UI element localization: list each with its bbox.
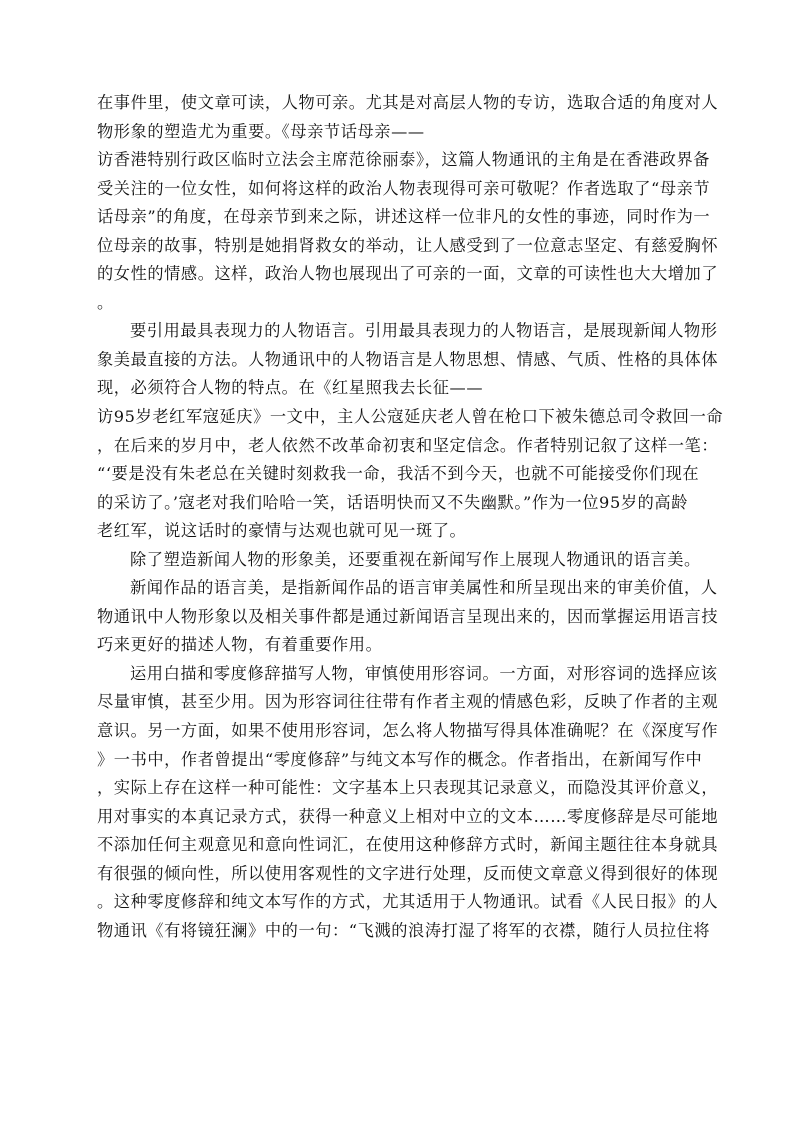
text-line: 物通讯中人物形象以及相关事件都是通过新闻语言呈现出来的，因而掌握运用语言技 <box>97 606 719 626</box>
text-line: “‘要是没有朱老总在关键时刻救我一命，我活不到今天，也就不可能接受你们现在 <box>97 464 700 484</box>
text-line: 用对事实的本真记录方式，获得一种意义上相对中立的文本……零度修辞是尽可能地 <box>97 806 719 826</box>
paragraph-first-line: 除了塑造新闻人物的形象美，还要重视在新闻写作上展现人物通讯的语言美。 <box>130 549 701 569</box>
text-line: 现，必须符合人物的特点。在《红星照我去长征—— <box>97 378 484 398</box>
body-text <box>97 89 724 945</box>
text-line: 位母亲的故事，特别是她捐肾救女的举动，让人感受到了一位意志坚定、有慈爱胸怀 <box>97 235 719 255</box>
text-line: 在事件里，使文章可读，人物可亲。尤其是对高层人物的专访，选取合适的角度对人 <box>97 93 719 112</box>
text-line: 。这种零度修辞和纯文本写作的方式，尤其适用于人物通讯。试看《人民日报》的人 <box>97 892 719 912</box>
text-line: 巧来更好的描述人物，有着重要作用。 <box>97 635 383 655</box>
text-line: 意识。另一方面，如果不使用形容词，怎么将人物描写得具体准确呢？在《深度写作 <box>97 721 719 741</box>
text-line: 尽量审慎，甚至少用。因为形容词往往带有作者主观的情感色彩，反映了作者的主观 <box>97 692 719 712</box>
paragraph-first-line: 运用白描和零度修辞描写人物，审慎使用形容词。一方面，对形容词的选择应该 <box>130 663 718 683</box>
text-line: 访香港特别行政区临时立法会主席范徐丽泰》，这篇人物通讯的主角是在香港政界备 <box>97 150 711 170</box>
paragraph-first-line: 要引用最具表现力的人物语言。引用最具表现力的人物语言，是展现新闻人物形 <box>130 321 718 341</box>
text-line: 有很强的倾向性，所以使用客观性的文字进行处理，反而使文章意义得到很好的体现 <box>97 863 719 883</box>
text-line: 不添加任何主观意见和意向性词汇，在使用这种修辞方式时，新闻主题往往本身就具 <box>97 835 719 855</box>
text-line: ，实际上存在这样一种可能性：文字基本上只表现其记录意义，而隐没其评价意义， <box>97 778 719 798</box>
paragraph-first-line: 新闻作品的语言美，是指新闻作品的语言审美属性和所呈现出来的审美价值，人 <box>130 578 718 598</box>
text-line: 老红军，说这话时的豪情与达观也就可见一斑了。 <box>97 521 467 541</box>
text-line: 》一书中，作者曾提出“零度修辞”与纯文本写作的概念。作者指出，在新闻写作中 <box>97 749 703 769</box>
text-line: 话母亲”的角度，在母亲节到来之际，讲述这样一位非凡的女性的事迹，同时作为一 <box>97 207 711 227</box>
text-line: 的采访了。’寇老对我们哈哈一笑，话语明快而又不失幽默。”作为一位95岁的高龄 <box>97 492 688 512</box>
text-line: 访95岁老红军寇延庆》一文中，主人公寇延庆老人曾在枪口下被朱德总司令救回一命 <box>97 407 724 427</box>
text-line: 。 <box>97 292 114 312</box>
text-line: ，在后来的岁月中，老人依然不改革命初衷和坚定信念。作者特别记叙了这样一笔： <box>97 435 719 455</box>
text-line: 物形象的塑造尤为重要。《母亲节话母亲—— <box>97 121 425 141</box>
text-line: 的女性的情感。这样，政治人物也展现出了可亲的一面，文章的可读性也大大增加了 <box>97 264 719 284</box>
text-line: 象美最直接的方法。人物通讯中的人物语言是人物思想、情感、气质、性格的具体体 <box>97 349 719 369</box>
text-line: 受关注的一位女性，如何将这样的政治人物表现得可亲可敬呢？作者选取了“母亲节 <box>97 178 711 198</box>
text-line: 物通讯《有将镜狂澜》中的一句：“飞溅的浪涛打湿了将军的衣襟，随行人员拉住将 <box>97 920 711 940</box>
